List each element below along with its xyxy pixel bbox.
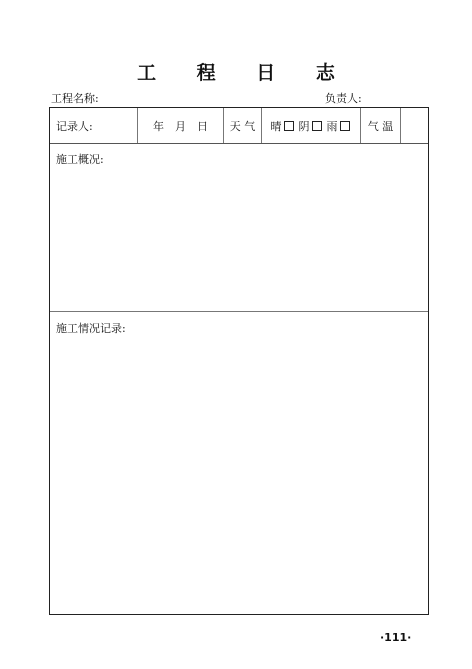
sunny-label: 晴 <box>270 119 282 133</box>
cloudy-checkbox[interactable] <box>312 121 322 131</box>
records-label: 施工情况记录: <box>56 322 126 335</box>
cloudy-label: 阴 <box>298 119 310 133</box>
header-row <box>50 108 428 144</box>
page-title: 工 程 日 志 <box>137 62 352 84</box>
records-section[interactable] <box>50 312 428 614</box>
day-label: 日 <box>197 119 208 133</box>
log-form <box>49 107 429 615</box>
rainy-checkbox[interactable] <box>340 121 350 131</box>
temperature-cell <box>361 108 401 143</box>
overview-label: 施工概况: <box>56 153 104 166</box>
weather-cell <box>224 108 262 143</box>
recorder-label: 记录人: <box>56 119 93 133</box>
temperature-label: 气 温 <box>367 119 394 133</box>
year-label: 年 <box>153 119 164 133</box>
weather-option-rainy[interactable] <box>327 118 352 134</box>
weather-options-cell <box>262 108 361 143</box>
overview-section[interactable] <box>50 143 428 312</box>
date-cell[interactable] <box>138 108 224 143</box>
rainy-label: 雨 <box>326 119 338 133</box>
weather-label: 天 气 <box>229 119 256 133</box>
recorder-cell[interactable] <box>50 108 138 143</box>
sunny-checkbox[interactable] <box>284 121 294 131</box>
responsible-label: 负责人: <box>325 92 362 105</box>
weather-option-sunny[interactable] <box>271 118 296 134</box>
temperature-value-cell[interactable] <box>401 108 428 143</box>
weather-option-cloudy[interactable] <box>299 118 324 134</box>
project-name-label: 工程名称: <box>51 92 99 105</box>
month-label: 月 <box>175 119 186 133</box>
page-number: ·111· <box>380 631 412 644</box>
